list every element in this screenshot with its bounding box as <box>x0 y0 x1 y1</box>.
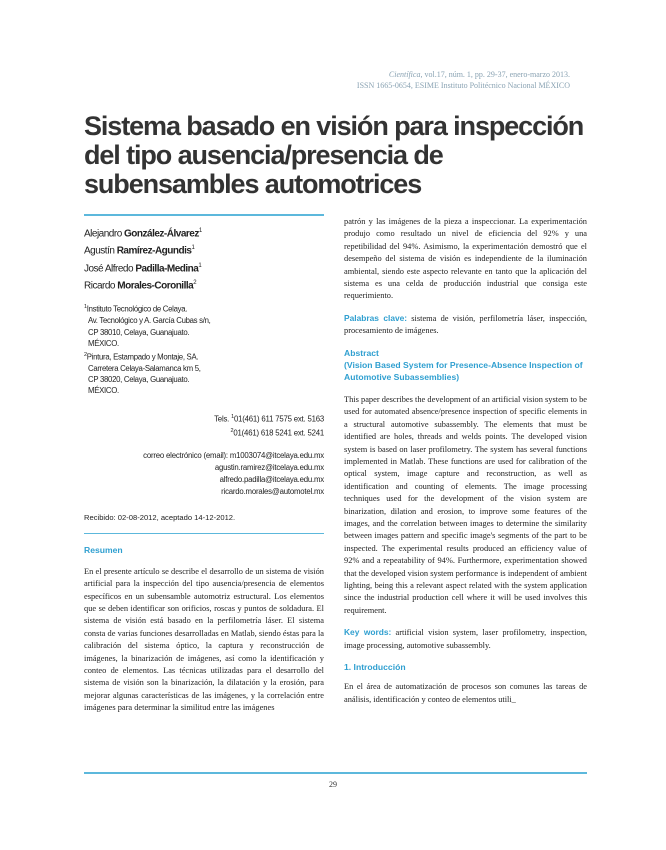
palabras-clave-text: sistema de visión, perfilometría láser, inspección, procesamiento de imágenes. <box>344 313 587 336</box>
author-name: Agustín Ramírez-Agundis$^1$ <box>84 245 195 257</box>
author-list <box>84 224 324 293</box>
abstract-text: This paper describes the development of an artificial vision system to be used for automated absence/presence inspection of specific elements in a structural automotive subassembly. The elements that must be identified are holes, threads and welds points. The developed vision system is based on laser profilometry. The system has several functions implemented in Matlab. These functions are used for calibration of the optical system, image capture and reconstruction, as well as identification and counting of elements. The image processing techniques used for the development of the vision system are binarization, dilation and erosion, to improve some features of the images, and the correlation between images to determine the similarity between images pattern and specific image's segments of the part to be inspected. The experimental results produced an efficiency value of 92% and a repeatability of 94%. Furthermore, experimentation showed that the developed vision system performance is independent of ambient lighting, being this a relevant aspect related with the system application since the industrial production cell where it will be used involves this requirement. <box>344 394 587 615</box>
page-number: 29 <box>329 780 337 789</box>
left-column <box>84 224 324 715</box>
title-line: subensambles automotrices <box>84 169 422 199</box>
email-link[interactable]: correo electrónico (email): m1003074@itcelaya.edu.mx <box>143 450 324 460</box>
issn-line: ISSN 1665-0654, ESIME Instituto Politécnico Nacional MÉXICO <box>356 81 570 90</box>
footer-rule <box>84 772 587 774</box>
title-line: del tipo ausencia/presencia de <box>84 140 443 170</box>
article-title <box>84 112 604 199</box>
title-rule <box>84 214 324 216</box>
key-words <box>344 626 587 652</box>
palabras-clave-label: Palabras clave: <box>344 312 408 323</box>
phone-numbers: Tels. $^1$01(461) 611 7575 ext. 5163 $^2$01(461) 618 5241 ext. 5241 <box>214 413 324 438</box>
affiliation-2: $^2$Pintura, Estampado y Montaje, SA. Carretera Celaya-Salamanca km 5, CP 38020, Celaya, Guanajuato. MÉXICO. <box>84 351 201 396</box>
abstract-subtitle: (Vision Based System for Presence-Absence Inspection of Automotive Subassemblies) <box>344 360 583 383</box>
journal-name: Científica <box>388 70 421 79</box>
abstract-heading: Abstract <box>344 347 379 358</box>
email-link[interactable]: agustin.ramirez@itcelaya.edu.mx <box>214 462 324 472</box>
resumen-text: En el presente artículo se describe el desarrollo de un sistema de visión artificial para la inspección del tipo ausencia/presencia de elementos específicos en un subensamble automotriz estructural. Los elementos que se deben identificar son orificios, roscas y puntos de soldadura. El sistema de visión está basado en la perfilometría láser. El sistema consta de varias funciones desarrolladas en Matlab, siendo éstas para la calibración del sistema óptico, la captura y reconstrucción de imágenes, la binarización de imágenes, así como la identificación y conteo de elementos. Las técnicas utilizadas para el desarrollo del sistema de visión son la binarización, la dilatación y la erosión, para mejorar algunas características de las imágenes, y la correlación entre imágenes para determinar la similitud entre las imágenes <box>84 566 324 713</box>
resumen-heading: Resumen <box>84 545 123 556</box>
title-line: Sistema basado en visión para inspección <box>84 111 584 141</box>
right-column <box>344 216 587 706</box>
key-words-text: artificial vision system, laser profilometry, inspection, image processing, automotive subassembly. <box>344 628 587 650</box>
email-link[interactable]: ricardo.morales@automotel.mx <box>221 486 324 496</box>
author-name: Ricardo Morales-Coronilla$^2$ <box>84 279 197 292</box>
resumen-continued: patrón y las imágenes de la pieza a inspeccionar. La experimentación produjo como resultado un nivel de eficiencia del 92% y una repetibilidad del 94%. Asimismo, la experimentación demostró que el desempeño del sistema de visión es independiente de la iluminación ambiental, siendo este aspecto relevante en tanto que la aplicación del sistema es una celda de producción industrial que consiga este requerimiento. <box>344 217 587 301</box>
email-link[interactable]: alfredo.padilla@itcelaya.edu.mx <box>219 474 324 484</box>
affiliation-1: $^1$Instituto Tecnológico de Celaya. Av. Tecnológico y A. García Cubas s/n, CP 38010, Celaya, Guanajuato. MÉXICO. <box>84 304 211 349</box>
received-date: Recibido: 02-08-2012, aceptado 14-12-2012. <box>84 512 236 522</box>
author-name: Alejandro González-Álvarez$^1$ <box>84 228 202 240</box>
palabras-clave <box>344 312 587 338</box>
key-words-label: Key words: <box>344 627 392 638</box>
journal-citation <box>357 69 570 80</box>
email-addresses <box>84 450 324 498</box>
author-name: José Alfredo Padilla-Medina$^1$ <box>84 262 202 274</box>
citation-details: , vol.17, núm. 1, pp. 29-37, enero-marzo 2013. <box>420 70 570 79</box>
intro-heading: 1. Introducción <box>344 662 406 672</box>
divider <box>84 533 324 534</box>
intro-text: En el área de automatización de procesos son comunes las tareas de análisis, identificación y conteo de elementos utili_ <box>344 682 587 704</box>
running-header <box>357 69 570 91</box>
